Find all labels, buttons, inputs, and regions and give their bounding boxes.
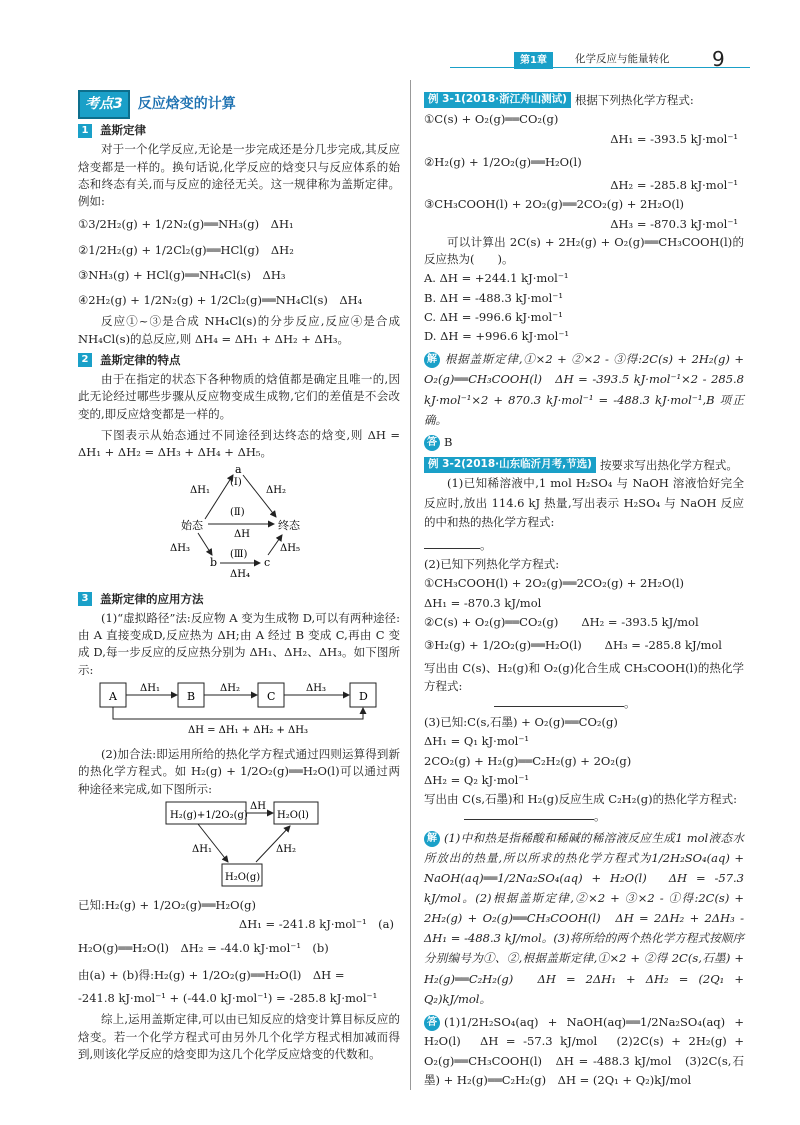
ex2-part-3-ask: 写出由 C(s,石墨)和 H₂(g)反应生成 C₂H₂(g)的热化学方程式: [424, 792, 738, 807]
virtual-path-paragraph: (1)“虚拟路径”法:反应物 A 变为生成物 D,可以有两种途径:由 A 直接变成D,反应热为 ΔH;由 A 经过 B 变成 C,再由 C 变成 D,每一步反应的反应热分别为 ΔH₁、ΔH₂、ΔH₃。如下图所示: [78, 610, 400, 677]
ex2-answer [424, 1013, 744, 1091]
ex2-part-1: (1)已知稀溶液中,1 mol H₂SO₄ 与 NaOH 溶液恰好完全反应时,放出 114.6 kJ 热量,写出表示 H₂SO₄ 与 NaOH 反应的中和热的热化学方程式: [424, 476, 744, 530]
equation-3: ③NH₃(g) + HCl(g)══NH₄Cl(s) ΔH₃ [78, 267, 286, 282]
product-label: H₂O(l) [277, 809, 309, 821]
dh1-label: ΔH₁ [190, 485, 210, 497]
known-equation-a: 已知:H₂(g) + 1/2O₂(g)══H₂O(g) [78, 898, 256, 912]
virtual-path-diagram [78, 679, 400, 741]
summary-paragraph: 综上,运用盖斯定律,可以由已知反应的焓变计算目标反应的焓变。若一个化学方程式可由另外几个化学方程式相加减而得到,则该化学反应的焓变即为这几个化学反应焓变的代数和。 [78, 1012, 400, 1061]
section-heading [78, 90, 400, 118]
result-equation: 由(a) + (b)得:H₂(g) + 1/2O₂(g)══H₂O(l) ΔH = [78, 967, 345, 982]
addition-method-paragraph: (2)加合法:即运用所给的热化学方程式通过四则运算得到新的热化学方程式。如 H₂(g) + 1/2O₂(g)══H₂O(l)可以通过两种途径来完成,如下图所示: [78, 747, 400, 796]
solution-badge: 解 [424, 831, 440, 847]
result-calculation: -241.8 kJ·mol⁻¹ + (-44.0 kJ·mol⁻¹) = -285.8 kJ·mol⁻¹ [78, 991, 378, 1005]
ex1-equation-2: ②H₂(g) + 1/2O₂(g)══H₂O(l) [424, 154, 582, 169]
dh-label: ΔH [234, 529, 250, 541]
d2-dh1-label: ΔH₁ [192, 843, 212, 855]
option-d: D. ΔH = +996.6 kJ·mol⁻¹ [424, 329, 570, 343]
answer-badge: 答 [424, 1015, 440, 1031]
ex2-p2-eq-1-dh: ΔH₁ = -870.3 kJ/mol [424, 595, 542, 610]
d2-dh-label: ΔH [250, 800, 266, 812]
route-3-label: (Ⅲ) [230, 549, 248, 561]
point-b-label: b [210, 556, 218, 570]
column-divider [410, 80, 411, 1090]
ex2-part-2-answer-blank[interactable]: 。 [494, 695, 744, 712]
right-column [424, 90, 744, 1091]
subsection-title: 盖斯定律 [100, 123, 146, 137]
box-a-label: A [109, 689, 117, 703]
end-state-label: 终态 [278, 519, 300, 533]
box-b-label: B [187, 689, 196, 703]
hess-law-paragraph: 对于一个化学反应,无论是一步完成还是分几步完成,其反应焓变都是一样的。换句话说,化学反应的焓变只与反应体系的始态和终态有关,而与反应的途径无关。这一规律称为盖斯定律。例如: [78, 142, 400, 208]
water-formation-diagram [78, 798, 400, 890]
hess-law-conclusion: 反应①~③是合成 NH₄Cl(s)的分步反应,反应④是合成 NH₄Cl(s)的总反应,则 ΔH₄ = ΔH₁ + ΔH₂ + ΔH₃。 [78, 314, 400, 346]
section-title: 反应焓变的计算 [137, 95, 236, 112]
left-column [78, 90, 400, 1063]
equation-4: ④2H₂(g) + 1/2N₂(g) + 1/2Cl₂(g)══NH₄Cl(s) ΔH₄ [78, 293, 363, 307]
enthalpy-path-diagram [78, 461, 400, 581]
arrow-a-d-direct [113, 707, 363, 719]
ex2-answer-text: (1)1/2H₂SO₄(aq) + NaOH(aq)══1/2Na₂SO₄(aq) + H₂O(l) ΔH = -57.3 kJ/mol (2)2C(s) + 2H₂(g) + O₂(g)══CH₃COOH(l) ΔH = -488.3 kJ/mol (3)2C(s,石墨) + H₂(g)══C₂H₂(g) ΔH = (2Q₁ + Q₂)kJ/mol [424, 1014, 744, 1088]
ex2-part-1-answer-blank[interactable]: 。 [424, 537, 744, 554]
example-3-2-header [424, 457, 744, 474]
option-a: A. ΔH = +244.1 kJ·mol⁻¹ [424, 271, 569, 286]
ex2-p3-eq-2: 2CO₂(g) + H₂(g)══C₂H₂(g) + 2O₂(g) [424, 753, 632, 768]
arrow-to-intermediate [198, 824, 228, 862]
known-equation-b: H₂O(g)══H₂O(l) ΔH₂ = -44.0 kJ·mol⁻¹ (b) [78, 940, 329, 955]
point-a-label: a [235, 463, 242, 477]
box-d-label: D [359, 689, 368, 703]
option-c: C. ΔH = -996.6 kJ·mol⁻¹ [424, 309, 563, 324]
dh2-label: ΔH₂ [266, 485, 286, 497]
solution-badge: 解 [424, 352, 440, 368]
flow-total-label: ΔH = ΔH₁ + ΔH₂ + ΔH₃ [188, 724, 309, 736]
arrow-start-to-a [205, 475, 233, 519]
route-1-label: (Ⅰ) [230, 477, 242, 489]
arrow-a-to-end [243, 475, 276, 517]
ex1-equation-3: ③CH₃COOH(l) + 2O₂(g)══2CO₂(g) + 2H₂O(l) [424, 197, 685, 212]
subsection-title: 盖斯定律的应用方法 [100, 591, 204, 606]
dh5-label: ΔH₅ [280, 543, 300, 555]
ex1-answer-text: B [444, 434, 453, 449]
answer-badge: 答 [424, 435, 440, 451]
flow-dh3-label: ΔH₃ [306, 682, 326, 694]
start-state-label: 始态 [181, 519, 203, 533]
subsection-number: 1 [78, 124, 92, 138]
subsection-number: 2 [78, 353, 92, 367]
ex2-p2-eq-3: ③H₂(g) + 1/2O₂(g)══H₂O(l) ΔH₃ = -285.8 kJ/mol [424, 638, 722, 653]
subsection-title: 盖斯定律的特点 [100, 352, 181, 367]
route-2-label: (Ⅱ) [230, 507, 245, 519]
ex1-solution-text: 根据盖斯定律,①×2 + ②×2 - ③得:2C(s) + 2H₂(g) + O₂(g)══CH₃COOH(l) ΔH = -393.5 kJ·mol⁻¹×2 - 285.8 kJ·mol⁻¹×2 + 870.3 kJ·mol⁻¹ = -488.3 kJ·mol⁻¹,B 项正确。 [424, 352, 744, 427]
dh4-label: ΔH₄ [230, 569, 250, 581]
example-question: 根据下列热化学方程式: [574, 93, 694, 107]
equation-2: ②1/2H₂(g) + 1/2Cl₂(g)══HCl(g) ΔH₂ [78, 242, 294, 257]
ex2-p2-eq-1: ①CH₃COOH(l) + 2O₂(g)══2CO₂(g) + 2H₂O(l) [424, 576, 685, 591]
box-c-label: C [267, 689, 276, 703]
d2-dh2-label: ΔH₂ [276, 843, 296, 855]
option-b: B. ΔH = -488.3 kJ·mol⁻¹ [424, 290, 563, 305]
ex1-equation-3-dh: ΔH₃ = -870.3 kJ·mol⁻¹ [610, 216, 738, 231]
subsection-number: 3 [78, 592, 92, 606]
ex2-part-2-ask: 写出由 C(s)、H₂(g)和 O₂(g)化合生成 CH₃COOH(l)的热化学方程式: [424, 661, 744, 693]
point-c-label: c [264, 556, 271, 570]
known-equation-a-dh: ΔH₁ = -241.8 kJ·mol⁻¹ (a) [238, 917, 394, 932]
ex2-part-3-answer-blank[interactable]: 。 [464, 808, 744, 825]
subsection-1-heading [78, 122, 400, 139]
ex1-ask: 可以计算出 2C(s) + 2H₂(g) + O₂(g)══CH₃COOH(l)的反应热为( )。 [424, 234, 744, 266]
section-badge: 考点3 [78, 90, 130, 119]
ex1-equation-2-dh: ΔH₂ = -285.8 kJ·mol⁻¹ [610, 178, 738, 192]
features-paragraph-2: 下图表示从始态通过不同途径到达终态的焓变,则 ΔH = ΔH₁ + ΔH₂ = ΔH₃ + ΔH₄ + ΔH₅。 [78, 427, 400, 459]
example-tag: 例 3-1(2018·浙江舟山测试) [424, 92, 571, 108]
example-question: 按要求写出热化学方程式。 [599, 458, 738, 472]
reactant-label: H₂(g)+1/2O₂(g) [170, 809, 248, 821]
page-number: 9 [712, 47, 725, 71]
arrow-start-to-b [198, 533, 212, 555]
flow-dh1-label: ΔH₁ [140, 682, 160, 694]
ex1-solution [424, 349, 744, 430]
ex2-p3-eq-1: ΔH₁ = Q₁ kJ·mol⁻¹ [424, 734, 530, 749]
example-tag: 例 3-2(2018·山东临沂月考,节选) [424, 457, 596, 473]
chapter-label: 第1章 [514, 52, 553, 69]
ex1-equation-1-dh: ΔH₁ = -393.5 kJ·mol⁻¹ [610, 131, 738, 146]
subsection-2-heading [78, 352, 400, 369]
ex2-part-2-intro: (2)已知下列热化学方程式: [424, 557, 560, 572]
ex1-answer [424, 434, 744, 451]
ex1-equation-1: ①C(s) + O₂(g)══CO₂(g) [424, 112, 559, 127]
ex2-p3-eq-2-dh: ΔH₂ = Q₂ kJ·mol⁻¹ [424, 772, 530, 787]
ex2-solution [424, 828, 744, 1009]
equation-1: ①3/2H₂(g) + 1/2N₂(g)══NH₃(g) ΔH₁ [78, 217, 294, 232]
subsection-3-heading [78, 591, 400, 608]
example-3-1-header [424, 92, 744, 109]
features-paragraph: 由于在指定的状态下各种物质的焓值都是确定且唯一的,因此无论经过哪些步骤从反应物变成生成物,它们的差值是不会改变的,即反应焓变都是一样的。 [78, 372, 400, 421]
intermediate-label: H₂O(g) [225, 871, 261, 883]
ex2-p2-eq-2: ②C(s) + O₂(g)══CO₂(g) ΔH₂ = -393.5 kJ/mol [424, 614, 699, 629]
ex2-part-3-intro: (3)已知:C(s,石墨) + O₂(g)══CO₂(g) [424, 715, 618, 730]
dh3-label: ΔH₃ [170, 543, 190, 555]
ex2-solution-text: (1)中和热是指稀酸和稀碱的稀溶液反应生成1 mol液态水所放出的热量,所以所求的热化学方程式为1/2H₂SO₄(aq) + NaOH(aq)══1/2Na₂SO₄(aq) + H₂O(l) ΔH = -57.3 kJ/mol。(2)根据盖斯定律,②×2 + ③×2 - ①得:2C(s) + 2H₂(g) + O₂(g)══CH₃COOH(l) ΔH = 2ΔH₂ + 2ΔH₃ - ΔH₁ = -488.3 kJ/mol。(3)将所给的两个热化学方程式按顺序分别编号为①、②,根据盖斯定律,①×2 + ②得 2C(s,石墨) + H₂(g)══C₂H₂(g) ΔH = 2ΔH₁ + ΔH₂ = (2Q₁ + Q₂)kJ/mol。 [424, 830, 744, 1006]
chapter-title: 化学反应与能量转化 [575, 53, 670, 65]
flow-dh2-label: ΔH₂ [220, 682, 240, 694]
